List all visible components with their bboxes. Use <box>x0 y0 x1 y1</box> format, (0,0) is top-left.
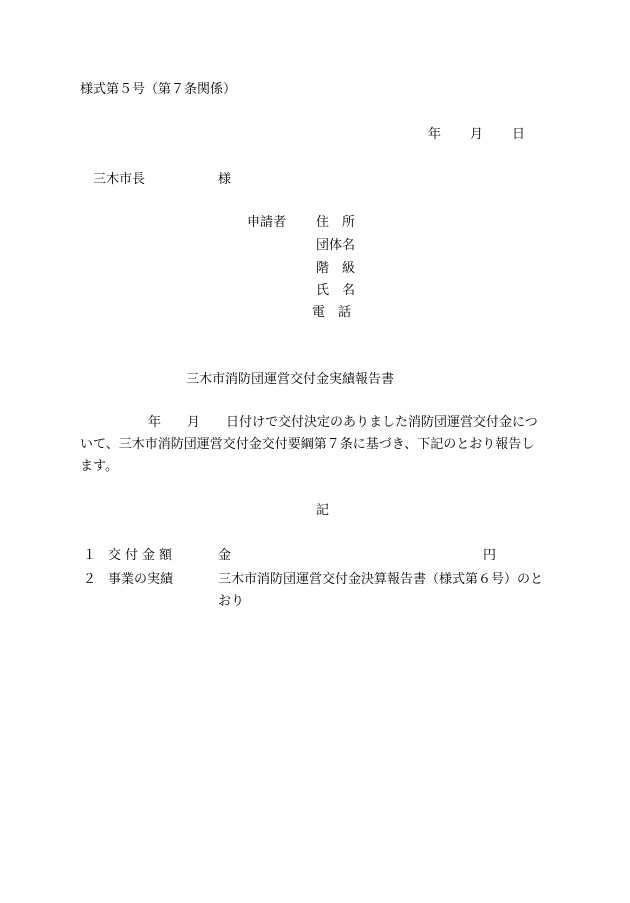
item-1-label: 交付金額 <box>108 548 177 563</box>
ki-heading: 記 <box>316 503 330 518</box>
body-line-3: ます。 <box>80 459 118 474</box>
item-2-number: ２ <box>83 572 97 587</box>
item-1-value: 金 <box>218 548 232 563</box>
applicant-field-organization: 団体名 <box>316 238 356 253</box>
applicant-field-rank: 階 級 <box>316 261 356 276</box>
applicant-label: 申請者 <box>247 215 287 230</box>
item-2-label: 事業の実績 <box>108 572 174 587</box>
addressee-name: 三木市長 <box>93 172 146 187</box>
form-number: 様式第５号（第７条関係） <box>80 82 237 97</box>
applicant-field-name: 氏 名 <box>316 283 356 298</box>
applicant-field-phone: 電 話 <box>312 305 352 320</box>
body-line-1: 年 月 日付けで交付決定のありました消防団運営交付金につ <box>148 415 538 430</box>
date-month-label: 月 <box>470 127 484 142</box>
document-title: 三木市消防団運営交付金実績報告書 <box>186 372 395 387</box>
item-1-unit: 円 <box>483 548 497 563</box>
date-day-label: 日 <box>512 127 526 142</box>
addressee-honorific: 様 <box>218 172 232 187</box>
item-2-value-line-2: おり <box>218 594 245 609</box>
item-2-value-line-1: 三木市消防団運営交付金決算報告書（様式第６号）のと <box>218 572 544 587</box>
date-year-label: 年 <box>428 127 442 142</box>
item-1-number: １ <box>83 548 97 563</box>
body-line-2: いて、三木市消防団運営交付金交付要綱第７条に基づき、下記のとおり報告し <box>80 437 535 452</box>
applicant-field-address: 住 所 <box>316 215 356 230</box>
body-paragraph <box>80 412 570 478</box>
